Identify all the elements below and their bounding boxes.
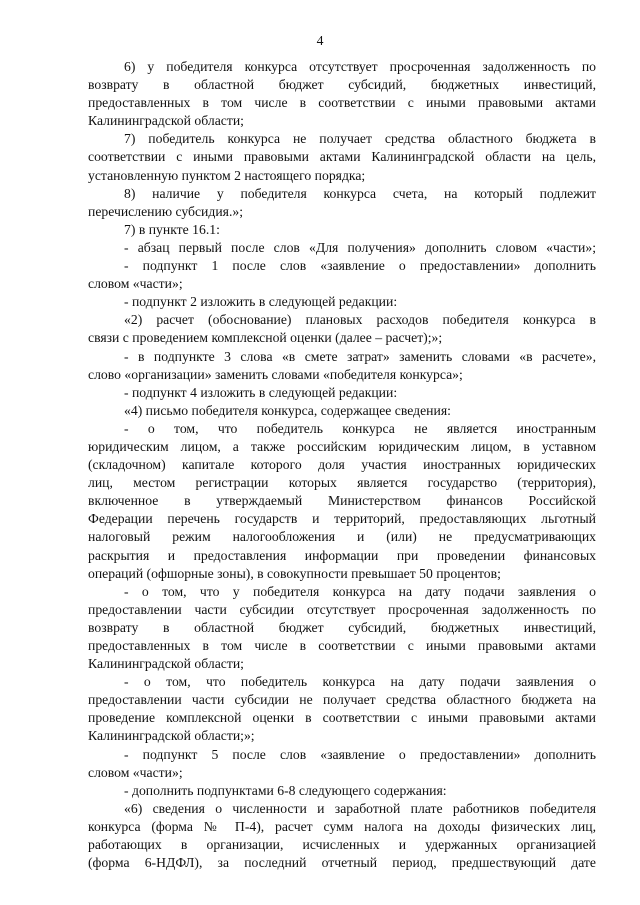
text-line: включенное в утверждаемый Министерством финансов Российской xyxy=(88,493,596,509)
text-line: лиц, местом регистрации которых является государство (территория), xyxy=(88,475,596,491)
text-line: Калининградской области; xyxy=(88,656,244,672)
text-line: 7) победитель конкурса не получает средства областного бюджета в xyxy=(124,131,596,147)
text-line: операций (офшорные зоны), в совокупности превышает 50 процентов; xyxy=(88,565,501,581)
text-line: конкурса (форма № П-4), расчет сумм налога на доходы физических лиц, xyxy=(88,818,596,834)
text-line: - о том, что у победителя конкурса на дату подачи заявления о xyxy=(124,583,596,599)
text-line: предоставленных в том числе в соответствии с иными правовыми актами xyxy=(88,95,596,111)
text-line: - в подпункте 3 слова «в смете затрат» заменить словами «в расчете», xyxy=(124,348,596,364)
text-line: - подпункт 2 изложить в следующей редакции: xyxy=(124,294,398,310)
text-line: предоставленных в том числе в соответствии с иными правовыми актами xyxy=(88,638,596,653)
text-line: (складочном) капитале которого доля участия иностранных юридических xyxy=(88,457,596,473)
text-line: 7) в пункте 16.1: xyxy=(124,221,220,237)
text-line: 6) у победителя конкурса отсутствует просроченная задолженность по xyxy=(124,59,596,74)
text-line: словом «части»; xyxy=(88,764,183,780)
text-line: (форма 6-НДФЛ), за последний отчетный период, предшествующий дате xyxy=(88,855,596,871)
text-line: «6) сведения о численности и заработной плате работников победителя xyxy=(124,800,596,816)
text-line: налоговый режим налогообложения и (или) не предусматривающих xyxy=(88,529,596,545)
text-line: проведение комплексной оценки в соответствии с иными правовыми актами xyxy=(88,710,596,726)
body-text xyxy=(88,58,596,872)
text-line: слово «организации» заменить словами «победителя конкурса»; xyxy=(88,366,463,382)
text-line: «2) расчет (обоснование) плановых расходов победителя конкурса в xyxy=(124,312,596,328)
text-line: установленную пунктом 2 настоящего порядка; xyxy=(88,167,366,183)
text-line: возврату в областной бюджет субсидий, бюджетных инвестиций, xyxy=(88,77,596,93)
text-line: - абзац первый после слов «Для получения» дополнить словом «части»; xyxy=(124,239,596,255)
text-line: перечислению субсидия.»; xyxy=(88,203,244,219)
text-line: - о том, что победитель конкурса на дату подачи заявления о xyxy=(124,674,596,690)
text-line: предоставлении части субсидии отсутствует просроченная задолженность по xyxy=(88,601,596,617)
text-line: возврату в областной бюджет субсидий, бюджетных инвестиций, xyxy=(88,619,596,635)
text-line: - подпункт 4 изложить в следующей редакции: xyxy=(124,384,398,400)
text-line: работающих в организации, исчисленных и удержанных организацией xyxy=(88,837,596,853)
text-line: 8) наличие у победителя конкурса счета, на который подлежит xyxy=(124,185,596,201)
text-line: «4) письмо победителя конкурса, содержащее сведения: xyxy=(124,402,451,418)
text-line: словом «части»; xyxy=(88,276,183,292)
text-line: соответствии с иными правовыми актами Калининградской области на цель, xyxy=(88,149,596,165)
page-number: 4 xyxy=(316,33,324,48)
text-line: - о том, что победитель конкурса не является иностранным xyxy=(124,420,596,436)
text-line: юридическим лицом, а также российским юридическим лицом, в уставном xyxy=(88,438,596,454)
text-line: Федерации перечень государств и территорий, предоставляющих льготный xyxy=(88,511,596,527)
text-line: раскрытия и предоставления информации при проведении финансовых xyxy=(88,547,596,563)
text-line: связи с проведением комплексной оценки (далее – расчет);»; xyxy=(88,330,443,346)
text-line: - подпункт 1 после слов «заявление о предоставлении» дополнить xyxy=(124,258,596,274)
text-line: Калининградской области;»; xyxy=(88,728,255,744)
text-line: предоставлении части субсидии не получает средства областного бюджета на xyxy=(88,692,596,708)
text-line: - подпункт 5 после слов «заявление о предоставлении» дополнить xyxy=(124,746,596,762)
text-line: Калининградской области; xyxy=(88,113,244,129)
text-line: - дополнить подпунктами 6-8 следующего содержания: xyxy=(124,782,447,798)
